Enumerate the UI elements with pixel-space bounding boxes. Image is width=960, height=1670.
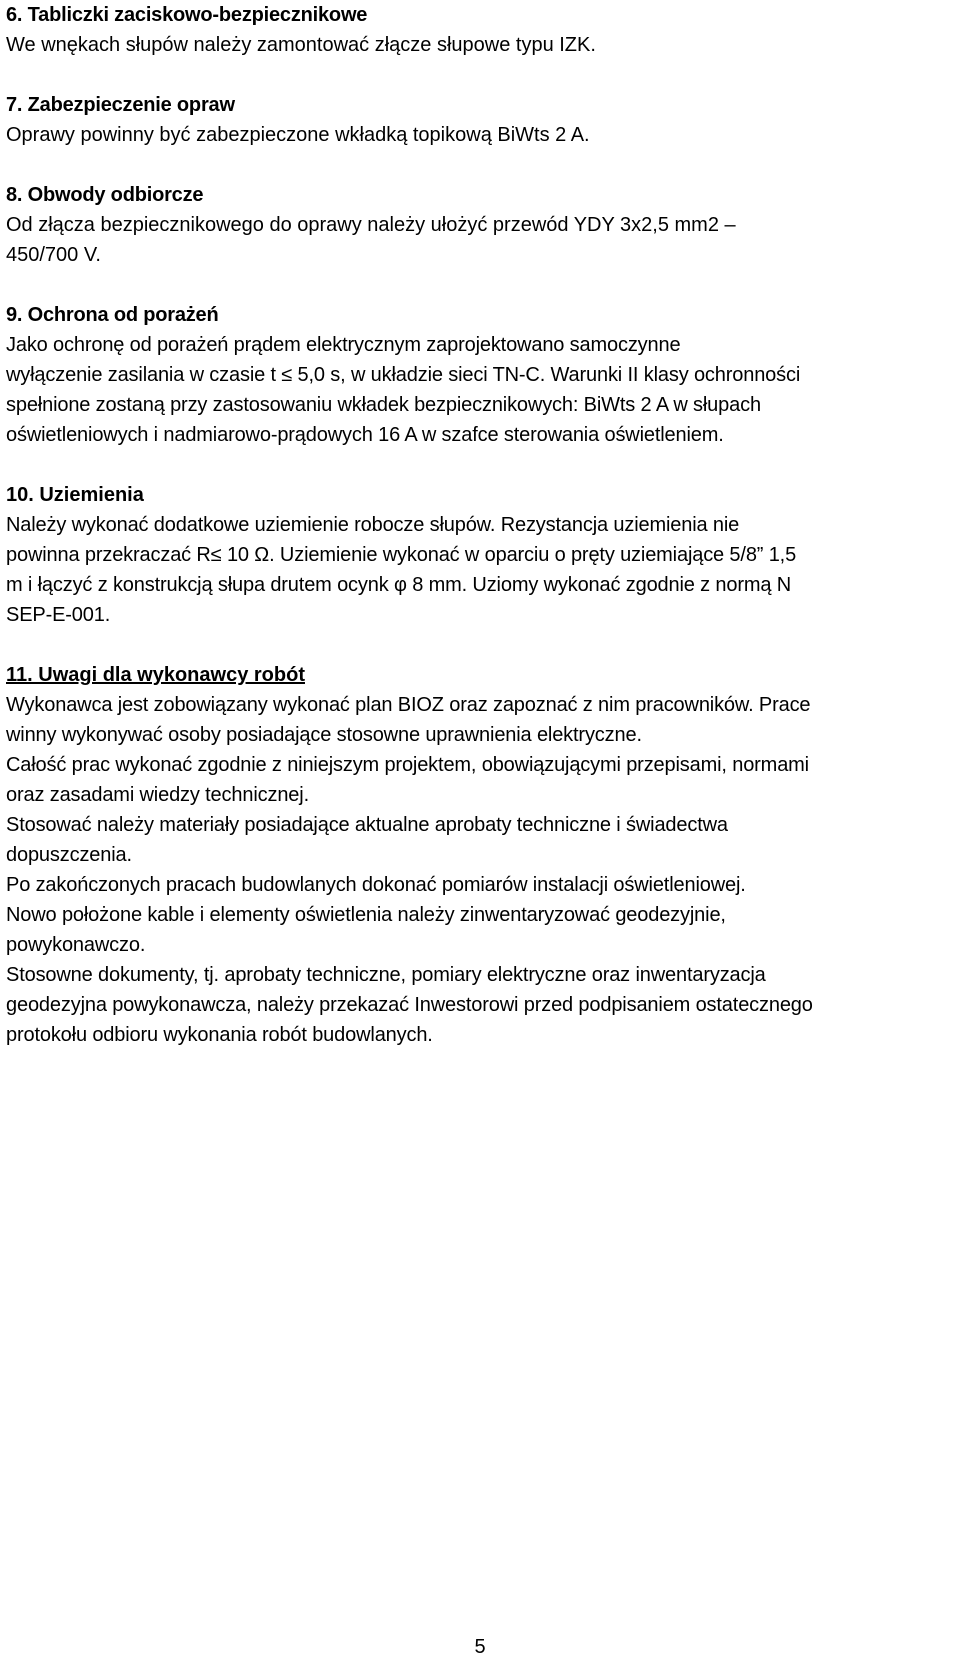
body-line: Stosowne dokumenty, tj. aprobaty techniczne, pomiary elektryczne oraz inwentaryzacja xyxy=(6,964,766,986)
body-line: We wnękach słupów należy zamontować złącze słupowe typu IZK. xyxy=(6,34,596,56)
body-line: Jako ochronę od porażeń prądem elektrycznym zaprojektowano samoczynne xyxy=(6,334,681,356)
section-spacer xyxy=(6,60,950,90)
section-body xyxy=(6,690,950,1050)
body-line: Wykonawca jest zobowiązany wykonać plan BIOZ oraz zapoznać z nim pracowników. Prace xyxy=(6,694,811,716)
body-line: SEP-E-001. xyxy=(6,604,111,626)
section-heading-text: 11. Uwagi dla wykonawcy robót xyxy=(6,664,305,686)
body-line: Po zakończonych pracach budowlanych dokonać pomiarów instalacji oświetleniowej. xyxy=(6,874,746,896)
section-body xyxy=(6,120,950,150)
body-line: powykonawczo. xyxy=(6,934,146,956)
section-heading: 7. Zabezpieczenie opraw xyxy=(6,94,235,116)
section-body xyxy=(6,210,950,270)
section-spacer xyxy=(6,270,950,300)
body-line: oświetleniowych i nadmiarowo-prądowych 16 A w szafce sterowania oświetleniem. xyxy=(6,424,724,446)
body-line: Oprawy powinny być zabezpieczone wkładką topikową BiWts 2 A. xyxy=(6,124,590,146)
section-heading: 6. Tabliczki zaciskowo-bezpiecznikowe xyxy=(6,4,368,26)
page-number: 5 xyxy=(474,1636,486,1658)
section-spacer xyxy=(6,150,950,180)
section-9 xyxy=(6,300,950,450)
body-line: Od złącza bezpiecznikowego do oprawy należy ułożyć przewód YDY 3x2,5 mm2 – xyxy=(6,214,736,236)
body-line: geodezyjna powykonawcza, należy przekazać Inwestorowi przed podpisaniem ostatecznego xyxy=(6,994,813,1016)
body-line: dopuszczenia. xyxy=(6,844,132,866)
body-line: Całość prac wykonać zgodnie z niniejszym projektem, obowiązującymi przepisami, normami xyxy=(6,754,809,776)
section-spacer xyxy=(6,450,950,480)
section-7 xyxy=(6,90,950,150)
section-8 xyxy=(6,180,950,270)
section-body xyxy=(6,330,950,450)
section-heading: 10. Uziemienia xyxy=(6,484,144,506)
body-line: oraz zasadami wiedzy technicznej. xyxy=(6,784,309,806)
section-spacer xyxy=(6,630,950,660)
body-line: Nowo położone kable i elementy oświetlenia należy zinwentaryzować geodezyjnie, xyxy=(6,904,726,926)
body-line: m i łączyć z konstrukcją słupa drutem ocynk φ 8 mm. Uziomy wykonać zgodnie z normą N xyxy=(6,574,792,596)
body-line: winny wykonywać osoby posiadające stosowne uprawnienia elektryczne. xyxy=(6,724,642,746)
body-line: powinna przekraczać R≤ 10 Ω. Uziemienie wykonać w oparciu o pręty uziemiające 5/8” 1,5 xyxy=(6,544,797,566)
section-body xyxy=(6,30,950,60)
section-6 xyxy=(6,0,950,60)
section-heading: 9. Ochrona od porażeń xyxy=(6,304,219,326)
body-line: 450/700 V. xyxy=(6,244,101,266)
body-line: spełnione zostaną przy zastosowaniu wkładek bezpiecznikowych: BiWts 2 A w słupach xyxy=(6,394,761,416)
body-line: Należy wykonać dodatkowe uziemienie robocze słupów. Rezystancja uziemienia nie xyxy=(6,514,740,536)
body-line: wyłączenie zasilania w czasie t ≤ 5,0 s, w układzie sieci TN-C. Warunki II klasy ochronności xyxy=(6,364,801,386)
section-10 xyxy=(6,480,950,630)
section-11 xyxy=(6,660,950,1050)
section-body xyxy=(6,510,950,630)
body-line: Stosować należy materiały posiadające aktualne aprobaty techniczne i świadectwa xyxy=(6,814,728,836)
section-heading xyxy=(6,660,950,690)
document-page xyxy=(6,0,950,1050)
section-heading: 8. Obwody odbiorcze xyxy=(6,184,204,206)
body-line: protokołu odbioru wykonania robót budowlanych. xyxy=(6,1024,433,1046)
